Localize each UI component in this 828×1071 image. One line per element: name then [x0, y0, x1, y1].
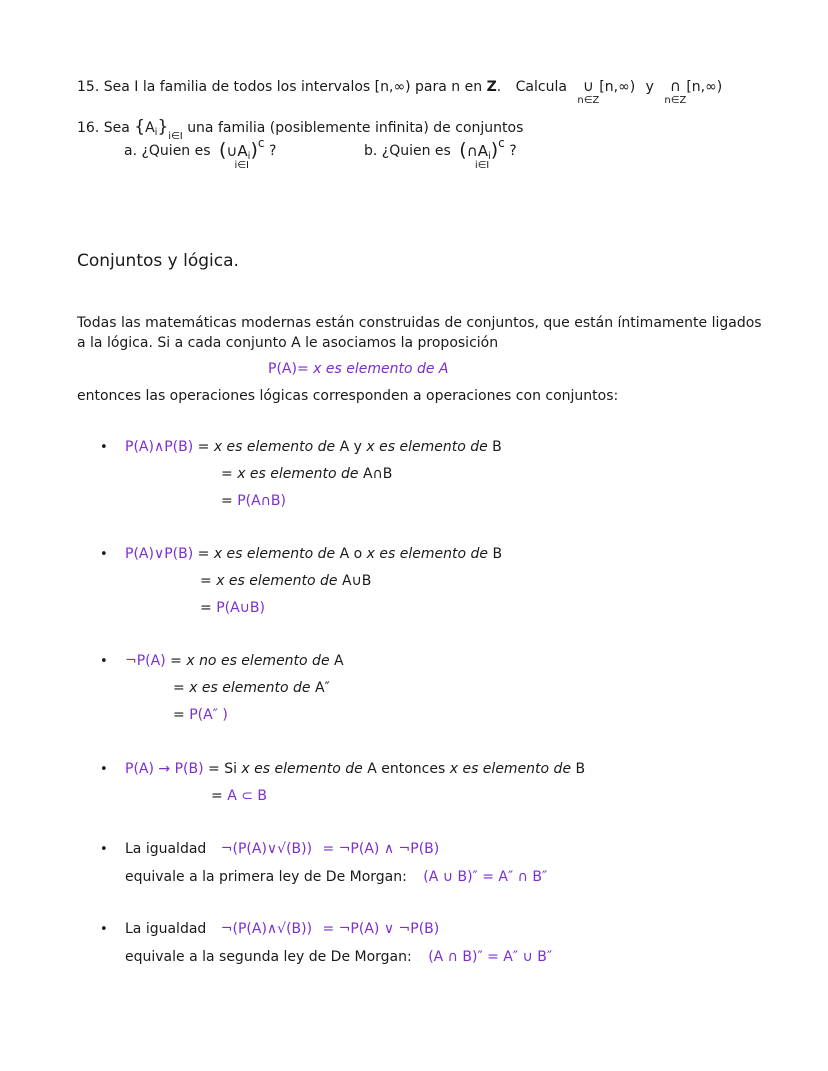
complement-sup: c [498, 136, 505, 150]
x-elem: x es elemento de [216, 573, 338, 589]
and-rule-line-2 [221, 466, 392, 482]
question-mark: ? [268, 143, 277, 159]
exercise-16-text: una familia (posiblemente infinita) de conjuntos [187, 120, 524, 136]
exercise-number: 15. [77, 79, 100, 95]
equals: = [193, 439, 214, 455]
set-text: A∪B [337, 573, 372, 589]
equals: = [193, 546, 214, 562]
demorgan-2-rhs: = ¬P(A) ∨ ¬P(B) [322, 921, 440, 937]
part-b-label: b. ¿Quien es [364, 143, 451, 159]
intersection-argument: [n,∞) [686, 79, 723, 95]
demorgan-1-line-1 [125, 841, 439, 857]
intersection-index: i∈I [474, 160, 490, 171]
family-index: i∈I [168, 131, 183, 142]
equals: = [221, 466, 238, 482]
set-text: B [571, 761, 586, 777]
bullet-dot: • [100, 922, 108, 937]
set-text: A″ [310, 680, 330, 696]
intersection-index: n∈Z [664, 95, 687, 106]
exercise-15 [77, 79, 722, 108]
not-rule-line-2 [173, 680, 330, 696]
bullet-dot: • [100, 654, 108, 669]
equals: = [200, 600, 217, 616]
demorgan-1-law: (A ∪ B)″ = A″ ∩ B″ [423, 869, 548, 885]
family-set: A [145, 120, 155, 136]
proposition-rhs: x es elemento de A [313, 361, 449, 377]
union-symbol: ∪ [582, 77, 594, 95]
implies-lhs: P(A) → P(B) [125, 761, 204, 777]
and-rule-line-1 [125, 439, 502, 455]
equals: = [203, 761, 225, 777]
equals: = [211, 788, 228, 804]
intersection-symbol: ∩ [669, 77, 681, 95]
and-lhs: P(A)∧P(B) [125, 439, 194, 455]
set-text: A o [335, 546, 367, 562]
complement-of-intersection [459, 136, 505, 173]
exercise-16b [364, 136, 517, 173]
open-paren: ( [459, 139, 467, 161]
bullet-dot: • [100, 547, 108, 562]
section-title: Conjuntos y lógica. [77, 251, 239, 271]
demorgan-2-line-1 [125, 921, 439, 937]
bullet-dot: • [100, 762, 108, 777]
period: . [496, 79, 502, 95]
equals: = [200, 573, 217, 589]
demorgan-1-equiv: equivale a la primera ley de De Morgan: [125, 869, 407, 885]
x-elem: x es elemento de [237, 466, 359, 482]
equals: = [173, 680, 190, 696]
not-rule-line-1 [125, 653, 344, 669]
x-elem: x es elemento de [366, 439, 488, 455]
demorgan-1-lhs: ¬(P(A)∨√(B)) [220, 841, 313, 857]
intro-line-2: a la lógica. Si a cada conjunto A le asociamos la proposición [77, 335, 499, 351]
union-argument: [n,∞) [599, 79, 636, 95]
union-symbol: ∪ [226, 142, 238, 160]
conjunction-y: y [645, 79, 654, 95]
or-rule-line-2 [200, 573, 371, 589]
x-elem: x es elemento de [213, 546, 336, 562]
set-text: A y [335, 439, 367, 455]
si-text: Si [224, 761, 242, 777]
not-rule-line-3 [173, 707, 228, 723]
implies-rule-line-2 [211, 788, 267, 804]
union-index: i∈I [234, 160, 249, 171]
sea-label: Sea [103, 120, 130, 136]
proposition [268, 359, 449, 379]
equals: = [173, 707, 190, 723]
set-text: B [487, 439, 502, 455]
x-elem: x no es elemento de [186, 653, 330, 669]
demorgan-2-equiv: equivale a la segunda ley de De Morgan: [125, 949, 412, 965]
exercise-number: 16. [77, 120, 100, 136]
integers-symbol: Z [486, 79, 497, 95]
intersection-symbol: ∩ [466, 142, 478, 160]
demorgan-2-lhs: ¬(P(A)∧√(B)) [220, 921, 313, 937]
not-result: P(A″ ) [189, 707, 228, 723]
set-text: A entonces [362, 761, 450, 777]
set-text: A∩B [358, 466, 393, 482]
implies-rule-line-1 [125, 761, 585, 777]
family-right-brace: } [157, 117, 169, 137]
exercise-16 [77, 117, 524, 142]
or-result: P(A∪B) [216, 600, 265, 616]
close-paren: ) [490, 139, 499, 161]
equals: = [165, 653, 187, 669]
not-lhs: ¬P(A) [125, 653, 166, 669]
x-elem: x es elemento de [241, 761, 363, 777]
implies-result: A ⊂ B [227, 788, 267, 804]
equals: = [221, 493, 238, 509]
x-elem: x es elemento de [213, 439, 336, 455]
set-a: A [237, 142, 248, 160]
x-elem: x es elemento de [449, 761, 572, 777]
subscript-i: i [487, 151, 491, 162]
union-index: n∈Z [577, 95, 600, 106]
complement-sup: c [257, 136, 265, 150]
question-mark: ? [509, 143, 517, 159]
union-operator [577, 79, 599, 108]
intersection-operator [664, 79, 686, 108]
exercise-16a [124, 136, 277, 173]
demorgan-1-rhs: = ¬P(A) ∧ ¬P(B) [322, 841, 440, 857]
complement-of-union [219, 136, 265, 173]
set-text: A [329, 653, 344, 669]
demorgan-2-law: (A ∩ B)″ = A″ ∪ B″ [428, 949, 553, 965]
or-lhs: P(A)∨P(B) [125, 546, 194, 562]
family-subscript: i [154, 127, 158, 138]
x-elem: x es elemento de [189, 680, 311, 696]
x-elem: x es elemento de [366, 546, 488, 562]
set-a: A [477, 142, 488, 160]
bullet-dot: • [100, 842, 108, 857]
demorgan-2-line-2 [125, 949, 552, 965]
intro-line-3: entonces las operaciones lógicas corresponden a operaciones con conjuntos: [77, 388, 619, 404]
subscript-i: i [247, 151, 251, 162]
demorgan-1-line-2 [125, 869, 547, 885]
or-rule-line-3 [200, 600, 265, 616]
calcula-label: Calcula [515, 79, 567, 95]
open-paren: ( [219, 139, 227, 161]
bullet-dot: • [100, 440, 108, 455]
set-text: B [488, 546, 503, 562]
igualdad-label: La igualdad [125, 841, 207, 857]
exercise-15-text: Sea I la familia de todos los intervalos [n,∞) para n en [103, 79, 483, 95]
close-paren: ) [250, 139, 258, 161]
or-rule-line-1 [125, 546, 502, 562]
and-result: P(A∩B) [237, 493, 286, 509]
and-rule-line-3 [221, 493, 286, 509]
part-a-label: a. ¿Quien es [124, 143, 211, 159]
intro-line-1: Todas las matemáticas modernas están construidas de conjuntos, que están íntimamente ligados [77, 315, 762, 331]
proposition-lhs: P(A)= [268, 361, 309, 377]
family-left-brace: { [134, 117, 146, 137]
igualdad-label: La igualdad [125, 921, 207, 937]
